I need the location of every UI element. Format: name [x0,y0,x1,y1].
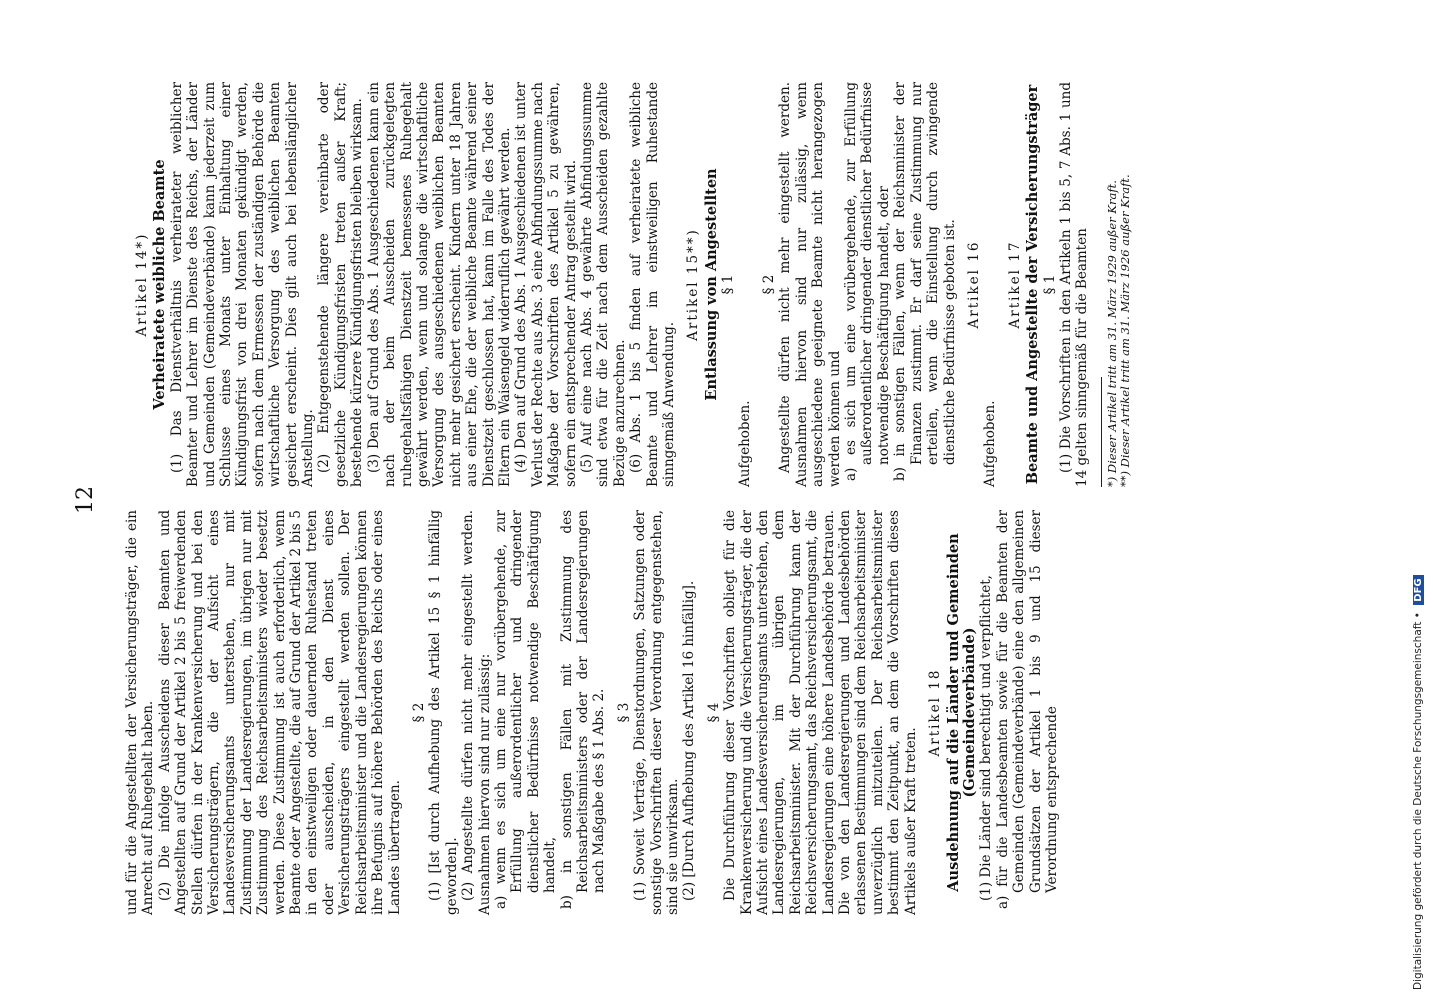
article-17-section-2: § 2 [410,702,427,723]
article-17-section-3-para-1: (1) Soweit Verträge, Dienstordnungen, Satzungen oder sonstige Vorschriften dieser Verordnung entgegenstehen, sind sie unwirksam. [632,510,681,915]
article-17-section-4-text: Die Durchführung dieser Vorschriften obliegt für die Krankenversicherung und die Versicherungsträger, die der Aufsicht eines Landesversicherungsamts unterstehen, den Landesregierungen, im übrigen dem Reichsarbeitsminister. Mit der Durchführung kann der Reichsversicherungsamt, das Reichsversicherungsamt, die Landesregierungen eine höhere Landesbehörde betrauen. Die von den Landesregierungen und Landesbehörden erlassenen Bestimmungen sind dem Reichsarbeitsminister unverzüglich mitzuteilen. Der Reichsarbeitsminister bestimmt den Zeitpunkt, an dem die Vorschriften dieses Artikels außer Kraft treten. [722,510,919,915]
article-15-heading: Entlassung von Angestellten [702,168,720,401]
article-18-heading: Ausdehnung auf die Länder und Gemeinden (Gemeindeverbände) [944,533,978,892]
article-15-section-2-intro: Angestellte dürfen nicht mehr eingestellt werden. Ausnahmen hiervon sind nur zulässig, wenn ausgeschiedene geeignete Beamte nicht herangezogen werden können und [777,82,843,487]
digitization-credit-sidebar [1408,0,1434,1000]
article-14-para-6: (6) Abs. 1 bis 5 finden auf verheiratete weibliche Beamte und Lehrer im einstweiligen Ruhestande sinngemäß Anwendung. [628,82,677,487]
article-15-section-2-item-b: b) in sonstigen Fällen, wenn der Reichsminister der Finanzen zustimmt. Er darf seine Zustimmung nur erteilen, wenn die Einstellung durch zwingende dienstliche Bedürfnisse geboten ist. [892,82,958,481]
dfg-logo: DFG [1413,575,1424,604]
article-14-para-2: (2) Entgegenstehende längere vereinbarte oder gesetzliche Kündigungsfristen treten außer Kraft; bestehende kürzere Kündigungsfristen bleiben wirksam. [316,82,366,487]
article-17-heading: Beamte und Angestellte der Versicherungsträger [1024,84,1042,485]
continued-text: und für die Angestellten der Versicherungsträger, die ein Anrecht auf Ruhegehalt haben. [124,510,157,915]
article-14-heading: Verheiratete weibliche Beamte [151,159,169,410]
article-18-item-a: a) für die Landesbeamten sowie für die Beamten der Gemeinden (Gemeindeverbände) eine den allgemeinen Grundsätzen der Artikel 1 bis 9 und 15 dieser Verordnung entsprechende [994,510,1060,909]
article-18-para-1: (1) Die Länder sind berechtigt und verpflichtet, [978,575,995,901]
article-17-section-2-item-b: b) in sonstigen Fällen mit Zustimmung des Reichsarbeitsministers oder der Landesregierungen nach Maßgabe des § 1 Abs. 2. [558,510,608,909]
article-14-title: Artikel 14*) [134,232,150,337]
digitization-credit-text: Digitalisierung gefördert durch die Deutsche Forschungsgemeinschaft • [1412,612,1424,990]
page-number: 12 [73,486,98,514]
article-14-para-4: (4) Den auf Grund des Abs. 1 Ausgeschiedenen ist unter Verlust der Rechte aus Abs. 3 eine Abfindungssumme nach Maßgabe der Vorschriften des Artikel 5 zu gewähren, sofern ein entsprechender Antrag gestellt wird. [513,82,579,487]
article-17-section-2-para-1: (1) [Ist durch Aufhebung des Artikel 15 § 1 hinfällig geworden]. [427,510,460,915]
article-17-section-2-para-2: (2) Angestellte dürfen nicht mehr eingestellt werden. Ausnahmen hiervon sind nur zulässig: [460,510,493,915]
article-15-section-1: § 1 [720,274,737,295]
article-16-text: Aufgehoben. [982,400,999,487]
footnote-1: *) Dieser Artikel tritt am 31. März 1929 außer Kraft. [1104,180,1119,487]
article-17-para-2: (2) Die infolge Ausscheidens dieser Beamten und Angestellten auf Grund der Artikel 2 bis 5 freiwerdenden Stellen dürfen in der Krankenversicherung und bei den Versicherungsträgern, die der Aufsicht eines Landesversicherungsamts unterstehen, nur mit Zustimmung der Landesregierungen, im übrigen nur mit Zustimmung des Reichsarbeitsministers wieder besetzt werden. Diese Zustimmung ist auch erforderlich, wenn Beamte oder Angestellte, die auf Grund der Artikel 2 bis 5 in den einstweiligen oder dauernden Ruhestand treten oder ausscheiden, in den Dienst eines Versicherungsträgers eingestellt werden sollen. Der Reichsarbeitsminister und die Landesregierungen können ihre Befugnis auf höhere Behörden des Reichs oder eines Landes übertragen. [156,510,403,915]
article-15-title: Artikel 15**) [685,228,702,341]
article-18-title: Artikel 18 [927,668,944,757]
article-15-section-2: § 2 [761,274,778,295]
article-17-section-4: § 4 [705,702,722,723]
digitization-credit [1412,0,1424,990]
article-14-para-5: (5) Auf eine nach Abs. 4 gewährte Abfindungssumme sind etwa für die Zeit nach dem Ausscheiden gezahlte Bezüge anzurechnen. [578,82,628,487]
footnote-2: **) Dieser Artikel tritt am 31. März 1926 außer Kraft. [1118,174,1133,487]
right-text-column [124,510,1304,915]
article-17-section-2-item-a: a) wenn es sich um eine nur vorübergehende, zur Erfüllung außerordentlicher und dringender dienstlicher Bedürfnisse notwendige Beschäftigung handelt, [492,510,559,909]
article-17-section-1-text: (1) Die Vorschriften in den Artikeln 1 bis 5, 7 Abs. 1 und 14 gelten sinngemäß für die Beamten [1057,82,1091,487]
article-15-section-2-item-a: a) es sich um eine vorübergehende, zur Erfüllung außerordentlicher dringender dienstlicher Bedürfnisse notwendige Beschäftigung handelt, oder [843,82,892,481]
footnote-divider [1101,377,1102,487]
article-17-section-3-para-2: (2) [Durch Aufhebung des Artikel 16 hinfällig]. [681,580,698,901]
left-text-column [124,82,1304,487]
article-15-section-1-text: Aufgehoben. [736,400,753,487]
article-17-section-1: § 1 [1041,274,1058,295]
article-14-para-3: (3) Den auf Grund des Abs. 1 Ausgeschiedenen kann ein nach der beim Ausscheiden zurückgelegten ruhegehaltsfähigen Dienstzeit bemessenes Ruhegehalt gewährt werden, wenn und solange die wirtschaftliche Versorgung des ausgeschiedenen weiblichen Beamten nicht mehr gesichert erscheint. Kindern unter 18 Jahren aus einer Ehe, die der weibliche Beamte während seiner Dienstzeit geschlossen hat, kann im Falle des Todes der Eltern ein Waisengeld widerruflich gewährt werden. [365,82,513,487]
article-14-para-1: (1) Das Dienstverhältnis verheirateter weiblicher Beamter und Lehrer im Dienste des Reichs, der Länder und Gemeinden (Gemeindeverbände) kann jederzeit zum Schlusse eines Monats unter Einhaltung einer Kündigungsfrist von drei Monaten gekündigt werden, sofern nach dem Ermessen der zuständigen Behörde die wirtschaftliche Versorgung des weiblichen Beamten gesichert erscheint. Dies gilt auch bei lebenslänglicher Anstellung. [168,82,317,487]
article-17-section-3: § 3 [615,702,632,723]
article-17-title: Artikel 17 [1006,240,1023,329]
article-16-title: Artikel 16 [965,240,982,329]
